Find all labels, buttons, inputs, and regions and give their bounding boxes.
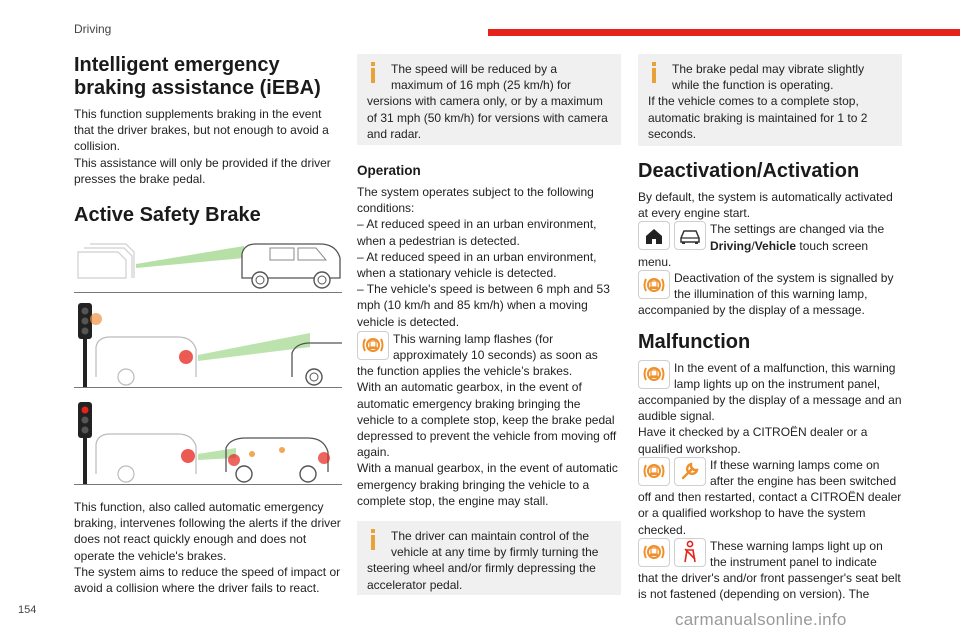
operation-condition-1: – At reduced speed in an urban environment, when a pedestrian is detected.: [357, 217, 597, 248]
note-text-rest: versions with camera only, or by a maximum of 31 mph (50 km/h) for versions with camera and radar.: [367, 94, 608, 141]
settings-text-rest: menu.: [638, 254, 672, 269]
settings-text: [710, 221, 902, 253]
malfunction-text-first: In the event of a malfunction, this warning lamp lights up on the instrument panel,: [674, 360, 896, 391]
service-wrench-icon: [674, 457, 706, 486]
settings-menu-vehicle: Vehicle: [754, 238, 797, 253]
illustration-vehicle-detection: [74, 238, 342, 290]
malfunction2-text-first: If these warning lamps come on after the engine has been switched: [710, 457, 897, 489]
warning-lamp-row: [357, 331, 621, 363]
brake-warning-lamp-icon: [638, 457, 670, 486]
manual-gearbox-text: With a manual gearbox, in the event of automatic emergency braking bringing the vehicle to a complete stop, the engine may stall.: [357, 461, 618, 508]
operation-intro: The system operates subject to the following conditions:: [357, 185, 594, 216]
home-icon: [638, 221, 670, 250]
lamp-text-first: This warning lamp flashes (for approximately 10 seconds) as soon as: [393, 331, 598, 363]
note-text-first: The driver can maintain control of the vehicle at any time by firmly turning the: [391, 529, 599, 560]
illustration-divider: [74, 387, 342, 388]
settings-text-a: The settings are changed via the: [710, 222, 885, 237]
header-accent-bar: [488, 29, 960, 36]
section-title-active-safety-brake: Active Safety Brake: [74, 204, 261, 227]
settings-menu-row: [638, 221, 902, 253]
illustration-pedestrian-traffic-light: [74, 303, 342, 387]
note-text-first: The brake pedal may vibrate slightly while the function is operating.: [672, 62, 865, 93]
info-note-driver-control: [357, 521, 621, 595]
column-3: [638, 54, 902, 603]
operation-condition-2: – At reduced speed in an urban environment, when a stationary vehicle is detected.: [357, 249, 597, 281]
brake-warning-lamp-icon: [638, 360, 670, 389]
malfunction-lamp-row: [638, 360, 902, 392]
seatbelt-icon: [674, 538, 706, 567]
illustration-divider: [74, 292, 342, 293]
seatbelt-text-first: These warning lamps light up on the instrument panel to indicate: [710, 538, 883, 570]
info-note-speed-reduction: [357, 54, 621, 145]
deactivation-lamp-text-rest: accompanied by the display of a message.: [638, 303, 865, 318]
seatbelt-text-rest: that the driver's and/or front passenger's seat belt is not fastened (depending on version). The: [638, 571, 901, 602]
lamp-text-rest: the function applies the vehicle’s brakes.: [357, 364, 573, 379]
info-note-brake-pedal: [638, 54, 902, 146]
header-section-title: Driving: [74, 22, 112, 36]
brake-warning-lamp-icon: [638, 538, 670, 567]
malfunction-check-text: Have it checked by a CITROËN dealer or a qualified workshop.: [638, 425, 868, 456]
seatbelt-lamps-row: [638, 538, 902, 570]
automatic-gearbox-text: With an automatic gearbox, in the event of automatic emergency braking bringing the vehicle to a complete stop, keep the brake pedal depressed to prevent the vehicle from moving off again.: [357, 380, 617, 460]
braking-car-diagram: [74, 402, 342, 484]
car-following-car-diagram: [74, 238, 342, 290]
asb-description-2: The system aims to reduce the speed of impact or avoid a collision where the driver fails to react.: [74, 564, 341, 596]
column-2: [357, 54, 621, 595]
note-text-rest: steering wheel and/or firmly depressing the accelerator pedal.: [367, 561, 596, 592]
malfunction-lamps-row: [638, 457, 902, 489]
malfunction2-text-rest: off and then restarted, contact a CITROËN dealer or a qualified workshop to have the system checked.: [638, 490, 902, 537]
settings-menu-driving: Driving: [710, 238, 752, 253]
deactivation-default-text: By default, the system is automatically activated at every engine start.: [638, 190, 893, 221]
deactivation-lamp-text-first: Deactivation of the system is signalled by the illumination of this warning lamp,: [674, 271, 894, 302]
section-title-ieba: Intelligent emergency braking assistance (iEBA): [74, 54, 321, 99]
settings-slash: /: [751, 238, 755, 253]
operation-condition-3: – The vehicle's speed is between 6 mph and 53 mph (10 km/h and 85 km/h) when a moving vehicle is detected.: [357, 282, 610, 329]
page-number: 154: [18, 604, 37, 616]
section-title-malfunction: Malfunction: [638, 330, 751, 353]
info-icon: [652, 62, 656, 84]
note-text-rest: If the vehicle comes to a complete stop, automatic braking is maintained for 1 to 2 seconds.: [648, 94, 868, 141]
deactivation-lamp-row: [638, 270, 902, 302]
illustration-divider: [74, 484, 342, 485]
illustration-emergency-braking: [74, 402, 342, 484]
brake-warning-lamp-icon: [638, 270, 670, 299]
column-1: [74, 54, 342, 596]
note-text-first: The speed will be reduced by a maximum of 16 mph (25 km/h) for: [391, 62, 572, 93]
car-menu-icon: [674, 221, 706, 250]
settings-text-b: touch screen: [796, 238, 869, 253]
brake-warning-lamp-icon: [357, 331, 389, 360]
watermark: carmanualsonline.info: [675, 610, 847, 629]
section-title-deactivation: Deactivation/Activation: [638, 160, 860, 182]
subsection-title-operation: Operation: [357, 163, 421, 178]
traffic-light-car-diagram: [74, 303, 342, 387]
ieba-intro-1: This function supplements braking in the event that the driver brakes, but not enough to avoid a collision.: [74, 107, 329, 154]
asb-description-1: This function, also called automatic emergency braking, intervenes following the alerts if the driver does not react quickly enough and does not operate the vehicle's brakes.: [74, 500, 341, 563]
malfunction-text-rest: accompanied by the display of a message and an audible signal.: [638, 393, 902, 424]
info-icon: [371, 529, 375, 551]
info-icon: [371, 62, 375, 84]
ieba-intro-2: This assistance will only be provided if the driver presses the brake pedal.: [74, 155, 331, 186]
